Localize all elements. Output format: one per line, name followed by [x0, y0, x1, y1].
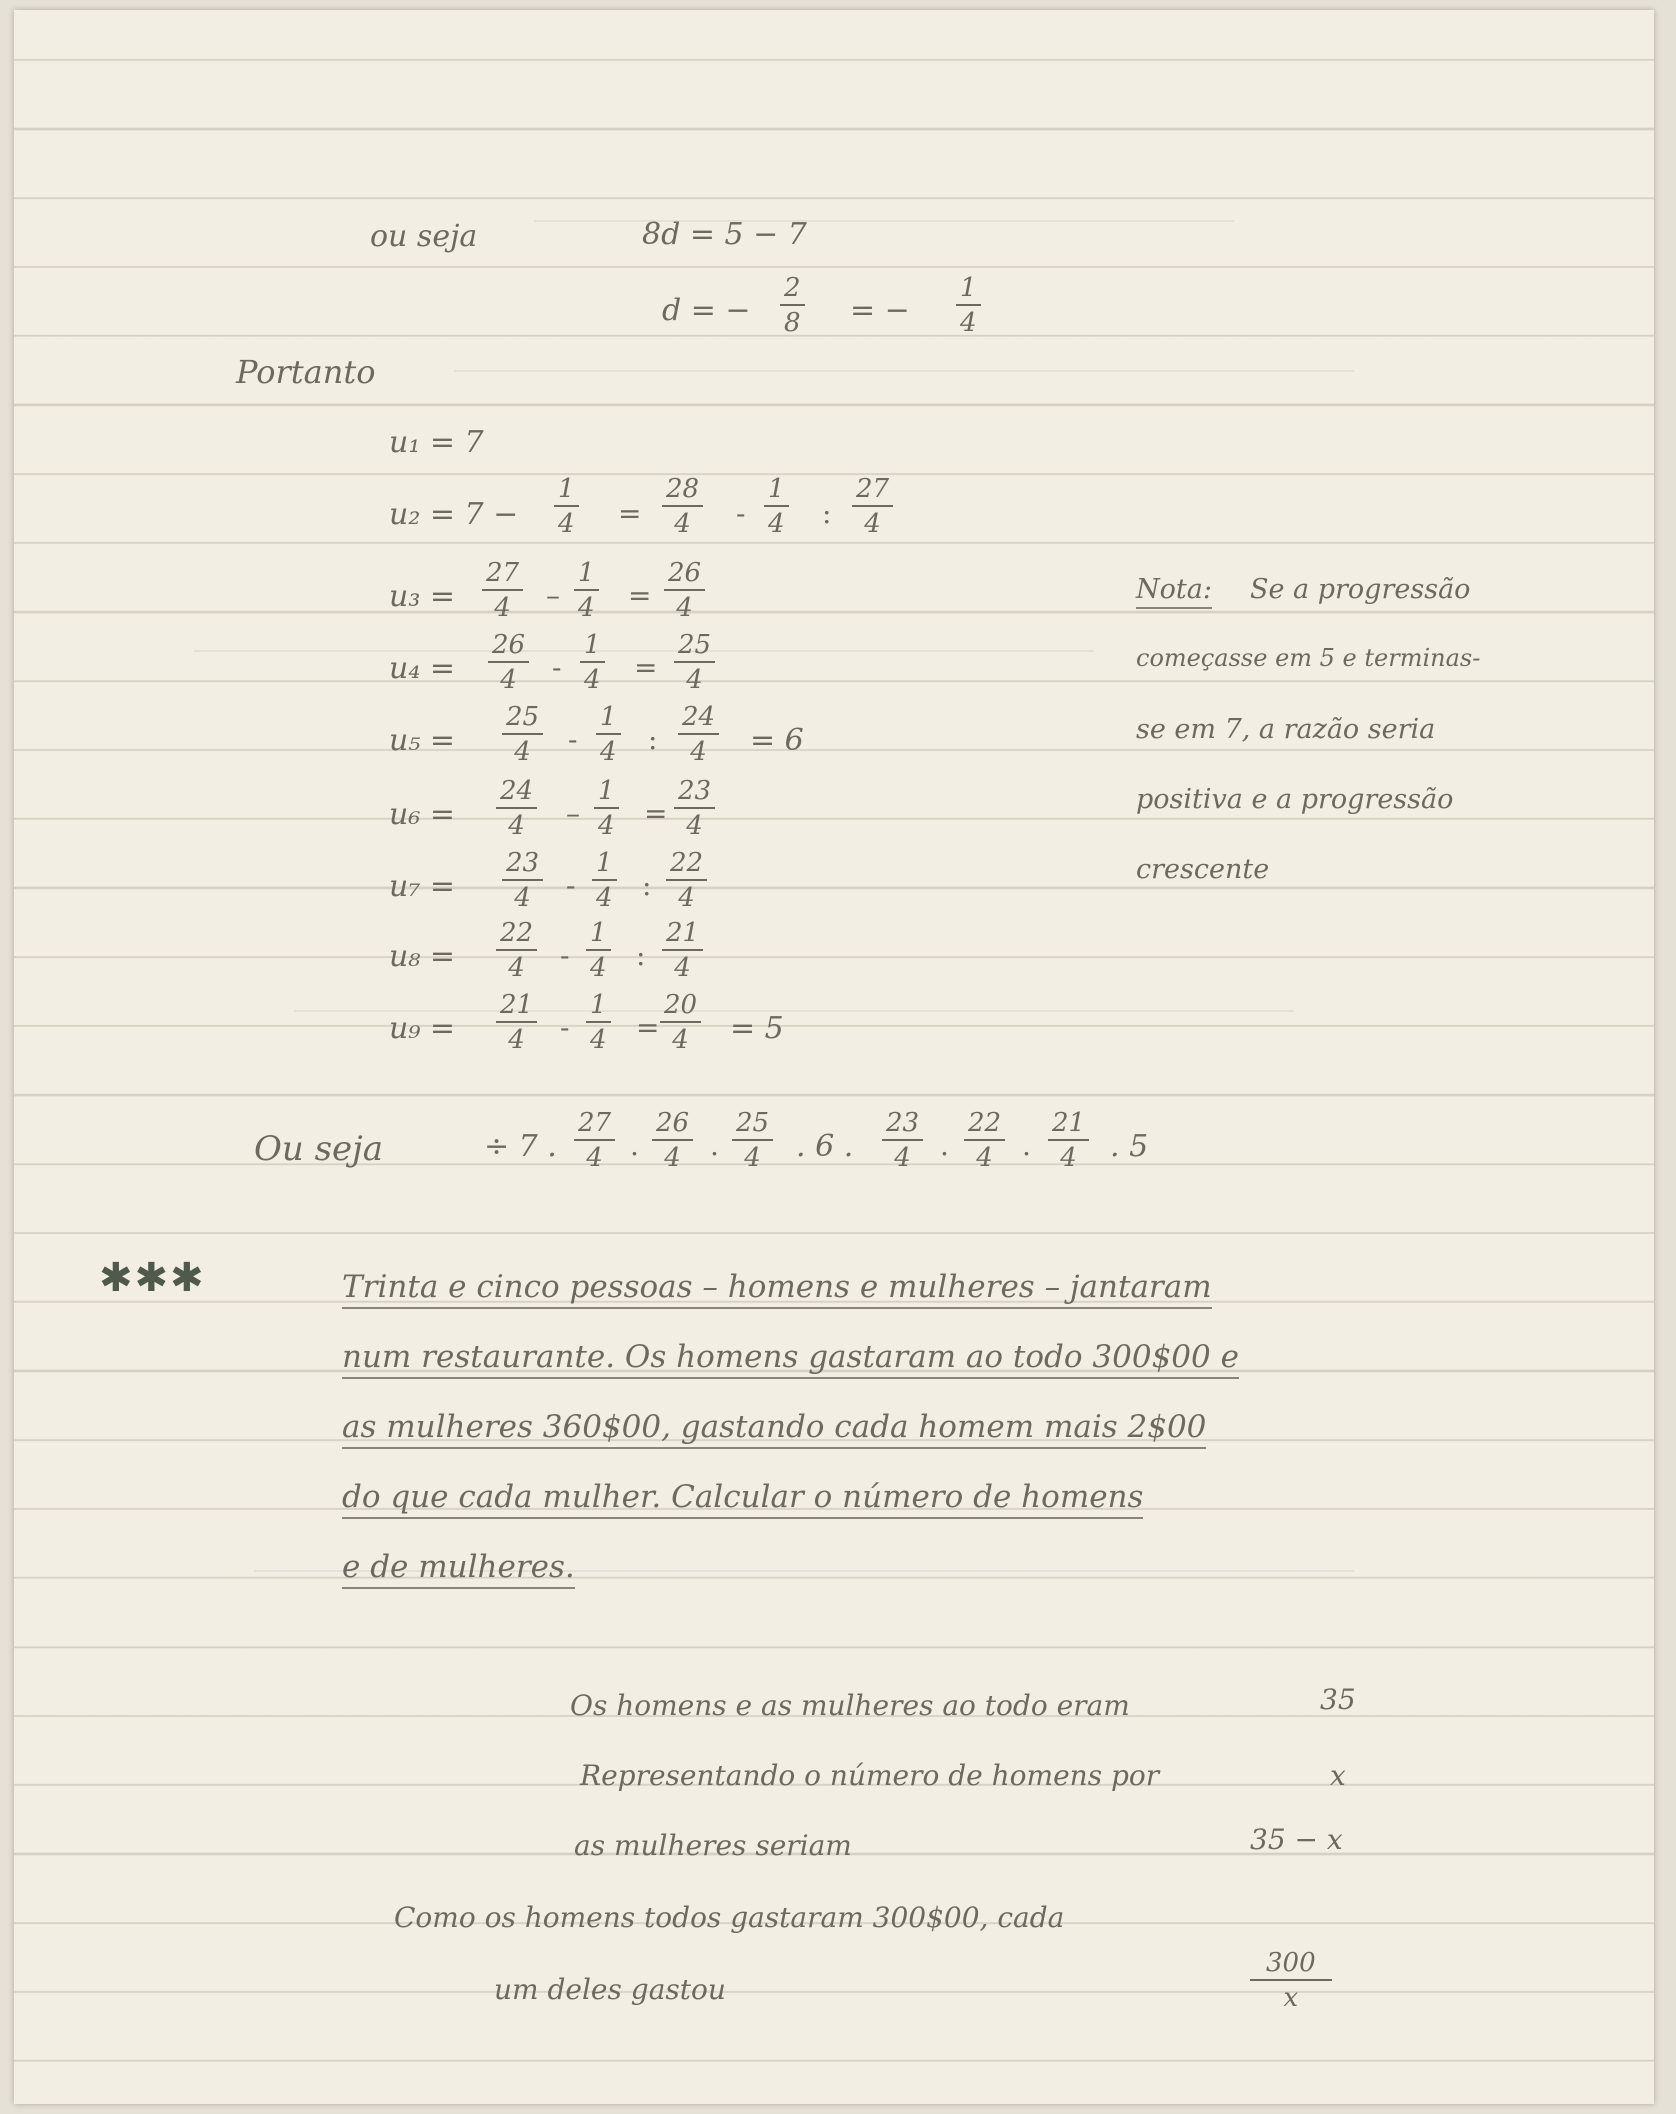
fraction — [502, 850, 543, 911]
term-u1: u₁ = 7 — [389, 425, 484, 460]
fraction-numerator: 1 — [574, 560, 599, 591]
fraction — [496, 992, 537, 1053]
fraction-2-8 — [780, 275, 805, 336]
fraction — [882, 1110, 923, 1171]
minus-sign: – — [546, 579, 560, 612]
fraction-denominator: 4 — [674, 953, 691, 983]
fraction — [764, 476, 789, 537]
fraction-denominator: 4 — [960, 308, 977, 338]
term-u4-label: u₄ = — [389, 651, 456, 686]
fraction-denominator: 4 — [508, 811, 525, 841]
note-line-3: se em 7, a razão seria — [1136, 714, 1436, 745]
fraction — [674, 632, 715, 693]
fraction-numerator: 25 — [674, 632, 715, 663]
fraction — [496, 778, 537, 839]
fraction — [662, 476, 703, 537]
solution-line-1: Os homens e as mulheres ao todo eram — [570, 1689, 1130, 1722]
note-line-1: Se a progressão — [1250, 574, 1471, 605]
d-label: d = − — [662, 293, 751, 328]
term-u5-label: u₅ = — [389, 723, 456, 758]
fraction — [1048, 1110, 1089, 1171]
fraction-denominator: 4 — [674, 509, 691, 539]
fraction-denominator: 4 — [676, 593, 693, 623]
dot-separator: . — [1022, 1129, 1031, 1162]
fraction-numerator: 27 — [574, 1110, 615, 1141]
star-marker-icon: ✱✱✱ — [99, 1255, 206, 1301]
fraction — [852, 476, 893, 537]
minus-sign: - — [560, 1011, 570, 1044]
minus-sign: – — [566, 797, 580, 830]
solution-line-3: as mulheres seriam — [574, 1829, 852, 1862]
fraction-denominator: 4 — [686, 811, 703, 841]
fraction-denominator: 4 — [514, 883, 531, 913]
fraction-denominator: 4 — [600, 737, 617, 767]
note-title-text: Nota: — [1136, 574, 1212, 609]
fraction-denominator: 4 — [744, 1143, 761, 1173]
minus-sign: - — [566, 869, 576, 902]
equation-8d: 8d = 5 − 7 — [642, 217, 807, 252]
fraction-denominator: 4 — [508, 1025, 525, 1055]
equals-sign: = — [634, 651, 658, 684]
fraction — [594, 778, 619, 839]
solution-value-2: x — [1330, 1759, 1346, 1792]
fraction — [592, 850, 617, 911]
term-u8-label: u₈ = — [389, 939, 456, 974]
fraction-denominator: 4 — [768, 509, 785, 539]
term-u5-result: = 6 — [750, 723, 804, 758]
fraction-numerator: 21 — [1048, 1110, 1089, 1141]
dot-separator: . — [940, 1129, 949, 1162]
fraction-denominator: 4 — [558, 509, 575, 539]
fraction-numerator: 22 — [496, 920, 537, 951]
minus-sign: - — [560, 939, 570, 972]
equals-sign: : — [642, 869, 652, 902]
fraction-numerator: 2 — [780, 275, 805, 306]
fraction — [488, 632, 529, 693]
fraction — [662, 920, 703, 981]
fraction — [674, 778, 715, 839]
fraction-numerator: 21 — [662, 920, 703, 951]
fraction-numerator: 24 — [678, 704, 719, 735]
fraction-denominator: 4 — [500, 665, 517, 695]
fraction-denominator: 4 — [584, 665, 601, 695]
minus-sign: - — [552, 651, 562, 684]
fraction-denominator: 4 — [1060, 1143, 1077, 1173]
equals-sign: = — [644, 797, 668, 830]
term-u2-label: u₂ = 7 − — [389, 497, 519, 532]
fraction-denominator: 4 — [598, 811, 615, 841]
fraction — [964, 1110, 1005, 1171]
fraction — [502, 704, 543, 765]
note-line-2: começasse em 5 e terminas- — [1136, 644, 1481, 672]
note-line-5: crescente — [1136, 854, 1270, 885]
minus-sign: - — [736, 497, 746, 530]
problem-line-4 — [342, 1479, 1144, 1515]
ou-seja-label: Ou seja — [254, 1129, 383, 1169]
fraction-numerator: 22 — [964, 1110, 1005, 1141]
fraction — [678, 704, 719, 765]
fraction-denominator: 4 — [508, 953, 525, 983]
fraction — [580, 632, 605, 693]
problem-line-3-text: as mulheres 360$00, gastando cada homem mais 2$00 — [342, 1409, 1206, 1449]
fraction-numerator: 1 — [586, 992, 611, 1023]
fraction-denominator: x — [1283, 1983, 1299, 2013]
fraction — [482, 560, 523, 621]
solution-line-5: um deles gastou — [494, 1973, 726, 2006]
fraction-numerator: 1 — [592, 850, 617, 881]
solution-value-3: 35 − x — [1250, 1823, 1343, 1856]
fraction-denominator: 4 — [690, 737, 707, 767]
fraction — [586, 992, 611, 1053]
dot-separator: . — [630, 1129, 639, 1162]
ou-seja-text: ou seja — [370, 219, 478, 254]
problem-line-5-text: e de mulheres. — [342, 1549, 575, 1589]
problem-line-1 — [342, 1269, 1212, 1305]
fraction — [596, 704, 621, 765]
fraction-denominator: 4 — [578, 593, 595, 623]
fraction-numerator: 27 — [482, 560, 523, 591]
fraction-numerator: 25 — [502, 704, 543, 735]
note-line-4: positiva e a progressão — [1136, 784, 1454, 815]
fraction-numerator: 28 — [662, 476, 703, 507]
equals-sign: : — [648, 723, 658, 756]
note-title — [1136, 576, 1212, 603]
fraction-denominator: 4 — [976, 1143, 993, 1173]
problem-line-5 — [342, 1549, 575, 1585]
fraction-numerator: 26 — [664, 560, 705, 591]
solution-line-4: Como os homens todos gastaram 300$00, cada — [394, 1901, 1065, 1934]
fraction-numerator: 1 — [764, 476, 789, 507]
fraction — [652, 1110, 693, 1171]
fraction-numerator: 23 — [674, 778, 715, 809]
fraction-numerator: 26 — [488, 632, 529, 663]
fraction — [732, 1110, 773, 1171]
fraction-1-4 — [956, 275, 981, 336]
sequence-end: . 5 — [1110, 1129, 1149, 1164]
fraction-denominator: 4 — [664, 1143, 681, 1173]
fraction-denominator: 4 — [590, 1025, 607, 1055]
term-u9-result: = 5 — [730, 1011, 784, 1046]
portanto-heading: Portanto — [236, 353, 376, 391]
fraction — [586, 920, 611, 981]
fraction-numerator: 24 — [496, 778, 537, 809]
problem-line-3 — [342, 1409, 1207, 1445]
fraction — [574, 560, 599, 621]
fraction — [574, 1110, 615, 1171]
term-u6-label: u₆ = — [389, 797, 456, 832]
problem-line-2 — [342, 1339, 1239, 1375]
solution-value-1: 35 — [1320, 1683, 1356, 1716]
fraction — [664, 560, 705, 621]
term-u7-label: u₇ = — [389, 869, 456, 904]
dot-separator: . — [710, 1129, 719, 1162]
fraction-numerator: 1 — [596, 704, 621, 735]
fraction-numerator: 26 — [652, 1110, 693, 1141]
fraction-numerator: 22 — [666, 850, 707, 881]
problem-line-2-text: num restaurante. Os homens gastaram ao todo 300$00 e — [342, 1339, 1239, 1379]
problem-line-4-text: do que cada mulher. Calcular o número de homens — [342, 1479, 1143, 1519]
fraction-denominator: 4 — [494, 593, 511, 623]
fraction-denominator: 4 — [514, 737, 531, 767]
fraction — [496, 920, 537, 981]
minus-sign: - — [568, 723, 578, 756]
fraction-numerator: 20 — [660, 992, 701, 1023]
fraction-numerator: 25 — [732, 1110, 773, 1141]
fraction-numerator: 1 — [580, 632, 605, 663]
fraction-numerator: 300 — [1250, 1950, 1332, 1981]
equals-sign: = — [636, 1011, 660, 1044]
fraction-numerator: 1 — [586, 920, 611, 951]
fraction-denominator: 8 — [784, 308, 801, 338]
equals-sign: : — [636, 939, 646, 972]
equals-sign: = — [628, 579, 652, 612]
notebook-page — [14, 10, 1654, 2104]
fraction-denominator: 4 — [686, 665, 703, 695]
sequence-six: . 6 . — [796, 1129, 854, 1164]
fraction-numerator: 1 — [554, 476, 579, 507]
fraction-denominator: 4 — [894, 1143, 911, 1173]
term-u9-label: u₉ = — [389, 1011, 456, 1046]
fraction — [554, 476, 579, 537]
d-equals: = − — [850, 293, 910, 328]
equals-sign: = — [618, 497, 642, 530]
fraction-numerator: 1 — [956, 275, 981, 306]
sequence-start: ÷ 7 . — [484, 1129, 557, 1164]
fraction-denominator: 4 — [596, 883, 613, 913]
fraction-denominator: 4 — [678, 883, 695, 913]
fraction-denominator: 4 — [590, 953, 607, 983]
fraction-numerator: 27 — [852, 476, 893, 507]
fraction-numerator: 21 — [496, 992, 537, 1023]
fraction-300-x — [1250, 1950, 1332, 2011]
fraction — [666, 850, 707, 911]
fraction-denominator: 4 — [864, 509, 881, 539]
fraction-denominator: 4 — [672, 1025, 689, 1055]
fraction-numerator: 1 — [594, 778, 619, 809]
term-u3-label: u₃ = — [389, 579, 456, 614]
fraction-denominator: 4 — [586, 1143, 603, 1173]
fraction-numerator: 23 — [502, 850, 543, 881]
fraction — [660, 992, 701, 1053]
equals-sign: : — [822, 497, 832, 530]
solution-line-2: Representando o número de homens por — [580, 1759, 1160, 1792]
fraction-numerator: 23 — [882, 1110, 923, 1141]
problem-line-1-text: Trinta e cinco pessoas – homens e mulheres – jantaram — [342, 1269, 1212, 1309]
